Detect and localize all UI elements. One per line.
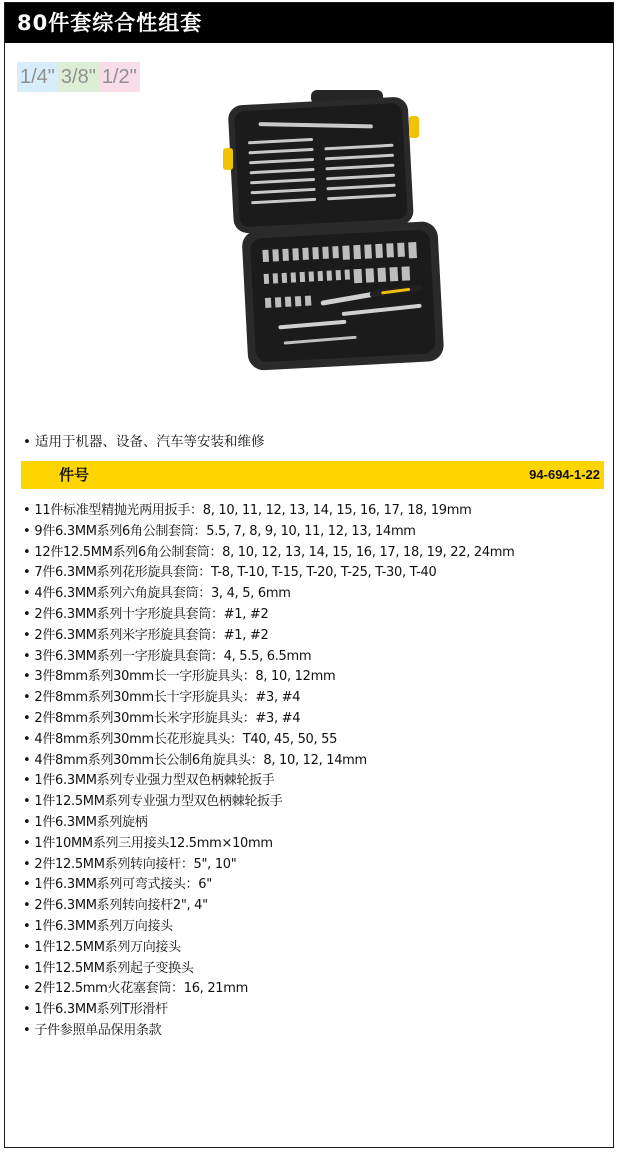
part-number-band	[21, 461, 604, 489]
list-item: • 1件12.5MM系列万向接头	[23, 938, 515, 959]
list-item: • 2件8mm系列30mm长十字形旋具头：#3, #4	[23, 688, 515, 709]
product-sheet	[4, 2, 614, 1148]
part-number-code: 94-694-1-22	[529, 467, 600, 482]
list-item: • 1件6.3MM系列旋柄	[23, 813, 515, 834]
list-item: • 1件6.3MM系列专业强力型双色柄棘轮扳手	[23, 771, 515, 792]
contents-list	[23, 501, 515, 1042]
size-tag-three-eighths: 3/8"	[58, 62, 99, 92]
list-item: • 3件8mm系列30mm长一字形旋具头：8, 10, 12mm	[23, 667, 515, 688]
part-number-label: 件号	[59, 466, 90, 484]
intro-text: • 适用于机器、设备、汽车等安装和维修	[23, 430, 264, 450]
list-item: • 1件12.5MM系列起子变换头	[23, 959, 515, 980]
list-item: • 2件6.3MM系列米字形旋具套筒：#1, #2	[23, 626, 515, 647]
list-item: • 子件参照单品保用条款	[23, 1021, 515, 1042]
list-item: • 4件8mm系列30mm长花形旋具头：T40, 45, 50, 55	[23, 730, 515, 751]
size-tag-half: 1/2"	[99, 62, 140, 92]
drive-size-tags	[17, 62, 140, 92]
list-item: • 9件6.3MM系列6角公制套筒：5.5, 7, 8, 9, 10, 11, 12, 13, 14mm	[23, 522, 515, 543]
list-item: • 2件12.5MM系列转向接杆：5", 10"	[23, 855, 515, 876]
list-item: • 1件6.3MM系列可弯式接头：6"	[23, 875, 515, 896]
list-item: • 4件8mm系列30mm长公制6角旋具头：8, 10, 12, 14mm	[23, 751, 515, 772]
list-item: • 1件12.5MM系列专业强力型双色柄棘轮扳手	[23, 792, 515, 813]
list-item: • 11件标准型精抛光两用扳手：8, 10, 11, 12, 13, 14, 15, 16, 17, 18, 19mm	[23, 501, 515, 522]
list-item: • 2件12.5mm火花塞套筒：16, 21mm	[23, 979, 515, 1000]
list-item: • 1件6.3MM系列T形滑杆	[23, 1000, 515, 1021]
list-item: • 2件8mm系列30mm长米字形旋具头：#3, #4	[23, 709, 515, 730]
size-tag-quarter: 1/4"	[17, 62, 58, 92]
page-title: 80件套综合性组套	[5, 3, 613, 43]
list-item: • 7件6.3MM系列花形旋具套筒：T-8, T-10, T-15, T-20, T-25, T-30, T-40	[23, 563, 515, 584]
socket-set-case-icon	[223, 88, 459, 383]
list-item: • 1件10MM系列三用接头12.5mm×10mm	[23, 834, 515, 855]
list-item: • 1件6.3MM系列万向接头	[23, 917, 515, 938]
list-item: • 12件12.5MM系列6角公制套筒：8, 10, 12, 13, 14, 15, 16, 17, 18, 19, 22, 24mm	[23, 543, 515, 564]
list-item: • 3件6.3MM系列一字形旋具套筒：4, 5.5, 6.5mm	[23, 647, 515, 668]
list-item: • 2件6.3MM系列转向接杆2", 4"	[23, 896, 515, 917]
list-item: • 4件6.3MM系列六角旋具套筒：3, 4, 5, 6mm	[23, 584, 515, 605]
list-item: • 2件6.3MM系列十字形旋具套筒：#1, #2	[23, 605, 515, 626]
